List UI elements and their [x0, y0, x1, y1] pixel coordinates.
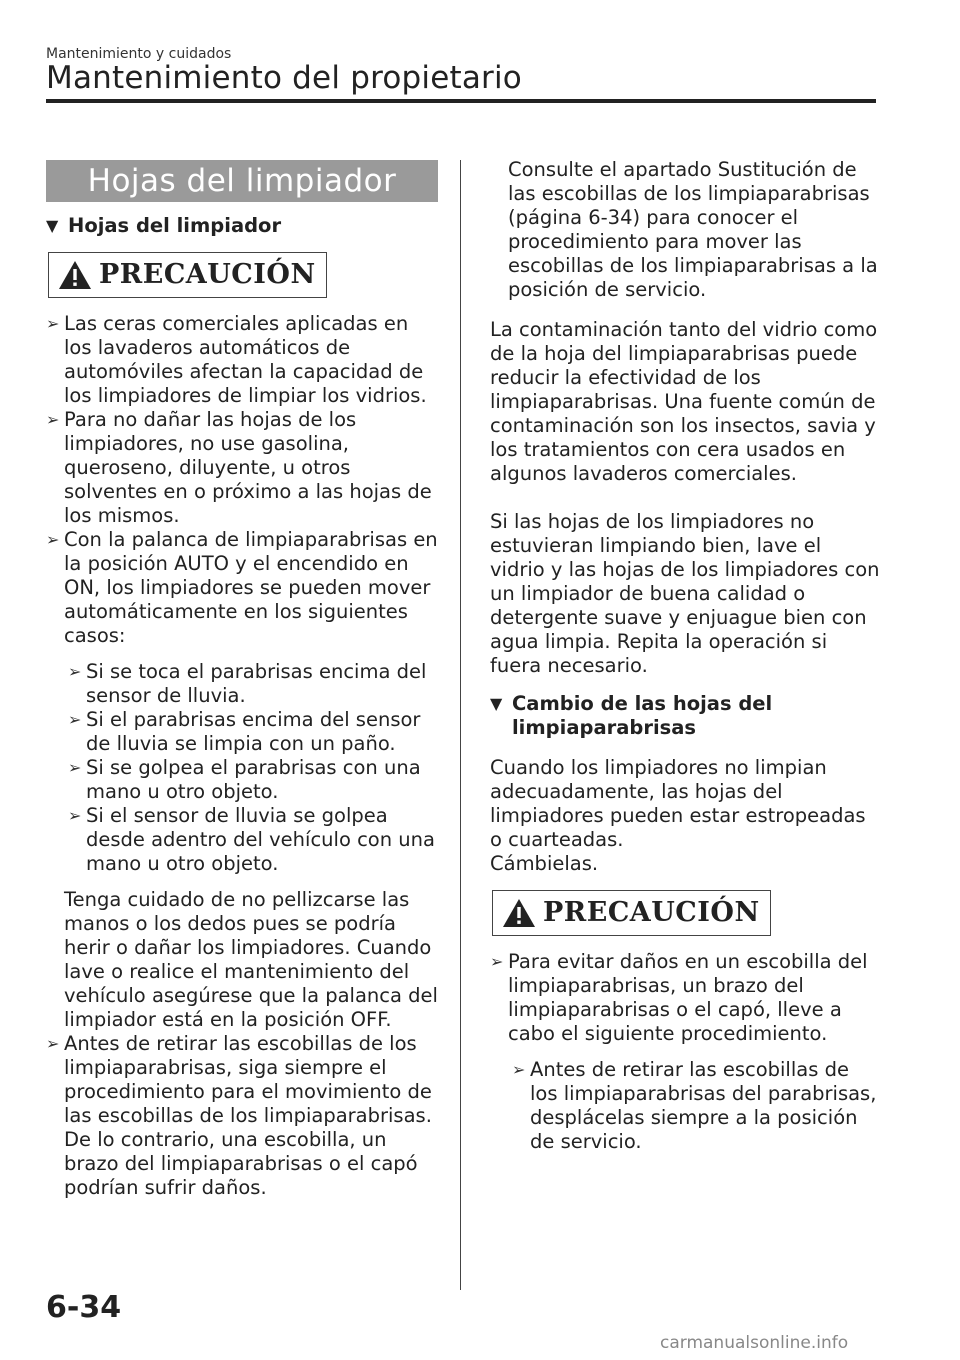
caution-box — [48, 252, 327, 298]
column-divider — [460, 160, 461, 1290]
section-title: Hojas del limpiador — [46, 160, 438, 202]
chevron-right-icon: ➢ — [512, 1060, 526, 1079]
chevron-right-icon: ➢ — [46, 410, 60, 429]
warning-triangle-icon — [57, 259, 93, 291]
warning-triangle-icon — [501, 897, 537, 929]
subhead-text: Hojas del limpiador — [68, 214, 282, 237]
left-column — [46, 160, 438, 1200]
body-paragraph: Consulte el apartado Sustitución de las escobillas de los limpiaparabrisas (página 6-34) para conocer el procedimiento para mover las escobillas de los limpiaparabrisas a la posición de servicio. — [508, 158, 878, 301]
chevron-right-icon: ➢ — [68, 806, 82, 825]
right-column — [490, 158, 882, 1166]
list-item: ➢ Si se golpea el parabrisas con una mano u otro objeto. — [68, 756, 421, 803]
body-paragraph: Si las hojas de los limpiadores no estuvieran limpiando bien, lave el vidrio y las hojas de los limpiadores con un limpiador de buena calidad o detergente suave y enjuague bien con agua limpia. Repita la operación si fuera necesario. — [490, 510, 880, 677]
watermark: carmanualsonline.info — [660, 1333, 849, 1353]
list-item: ➢ Para no dañar las hojas de los limpiadores, no use gasolina, queroseno, diluyente, u otros solventes en o próximo a las hojas de los mismos. — [46, 408, 432, 527]
subhead-hojas — [46, 214, 438, 238]
body-paragraph: Cámbielas. — [490, 852, 599, 875]
triangle-down-icon: ▼ — [46, 216, 59, 235]
subhead-text: Cambio de las hojas del limpiaparabrisas — [512, 692, 773, 739]
chevron-right-icon: ➢ — [68, 662, 82, 681]
list-item: ➢ Para evitar daños en un escobilla del limpiaparabrisas, un brazo del limpiaparabrisas o el capó, lleve a cabo el siguiente procedimiento. — [490, 950, 868, 1045]
subhead-cambio — [490, 692, 882, 740]
chapter-label: Mantenimiento y cuidados — [46, 46, 232, 62]
chevron-right-icon: ➢ — [46, 530, 60, 549]
header-divider — [46, 99, 876, 103]
chevron-right-icon: ➢ — [46, 1034, 60, 1053]
caution-label: PRECAUCIÓN — [99, 259, 316, 290]
body-paragraph: Tenga cuidado de no pellizcarse las manos o los dedos pues se podría herir o dañar los limpiadores. Cuando lave o realice el mantenimiento del vehículo asegúrese que la palanca del limpiador está en la posición OFF. — [64, 888, 438, 1031]
body-paragraph: La contaminación tanto del vidrio como de la hoja del limpiaparabrisas puede reducir la efectividad de los limpiaparabrisas. Una fuente común de contaminación son los insectos, savia y los tratamientos con cera usados en algunos lavaderos comerciales. — [490, 318, 878, 485]
chevron-right-icon: ➢ — [46, 314, 60, 333]
list-item: ➢ Si el parabrisas encima del sensor de lluvia se limpia con un paño. — [68, 708, 421, 755]
sub-list — [68, 660, 438, 876]
chevron-right-icon: ➢ — [68, 758, 82, 777]
list-item: ➢ Antes de retirar las escobillas de los limpiaparabrisas, siga siempre el procedimiento para el movimiento de las escobillas de los limpiaparabrisas. De lo contrario, una escobilla, un brazo del limpiaparabrisas o el capó podrían sufrir daños. — [46, 1032, 432, 1199]
sub-list — [512, 1058, 882, 1154]
page-number: 6-34 — [46, 1290, 122, 1325]
caution-box — [492, 890, 771, 936]
caution-label: PRECAUCIÓN — [543, 897, 760, 928]
list-item: ➢ Antes de retirar las escobillas de los limpiaparabrisas del parabrisas, desplácelas siempre a la posición de servicio. — [512, 1058, 877, 1153]
triangle-down-icon: ▼ — [490, 694, 503, 713]
list-item: ➢ Si se toca el parabrisas encima del sensor de lluvia. — [68, 660, 427, 707]
page-title: Mantenimiento del propietario — [46, 60, 522, 96]
list-item: ➢ Si el sensor de lluvia se golpea desde adentro del vehículo con una mano u otro objeto. — [68, 804, 435, 875]
chevron-right-icon: ➢ — [490, 952, 504, 971]
body-paragraph: Cuando los limpiadores no limpian adecuadamente, las hojas del limpiadores pueden estar estropeadas o cuarteadas. — [490, 756, 866, 851]
list-item: ➢ Las ceras comerciales aplicadas en los lavaderos automáticos de automóviles afectan la capacidad de los limpiadores de limpiar los vidrios. — [46, 312, 427, 407]
list-item: ➢ Con la palanca de limpiaparabrisas en la posición AUTO y el encendido en ON, los limpiadores se pueden mover automáticamente en los siguientes casos: — [46, 528, 438, 647]
chevron-right-icon: ➢ — [68, 710, 82, 729]
